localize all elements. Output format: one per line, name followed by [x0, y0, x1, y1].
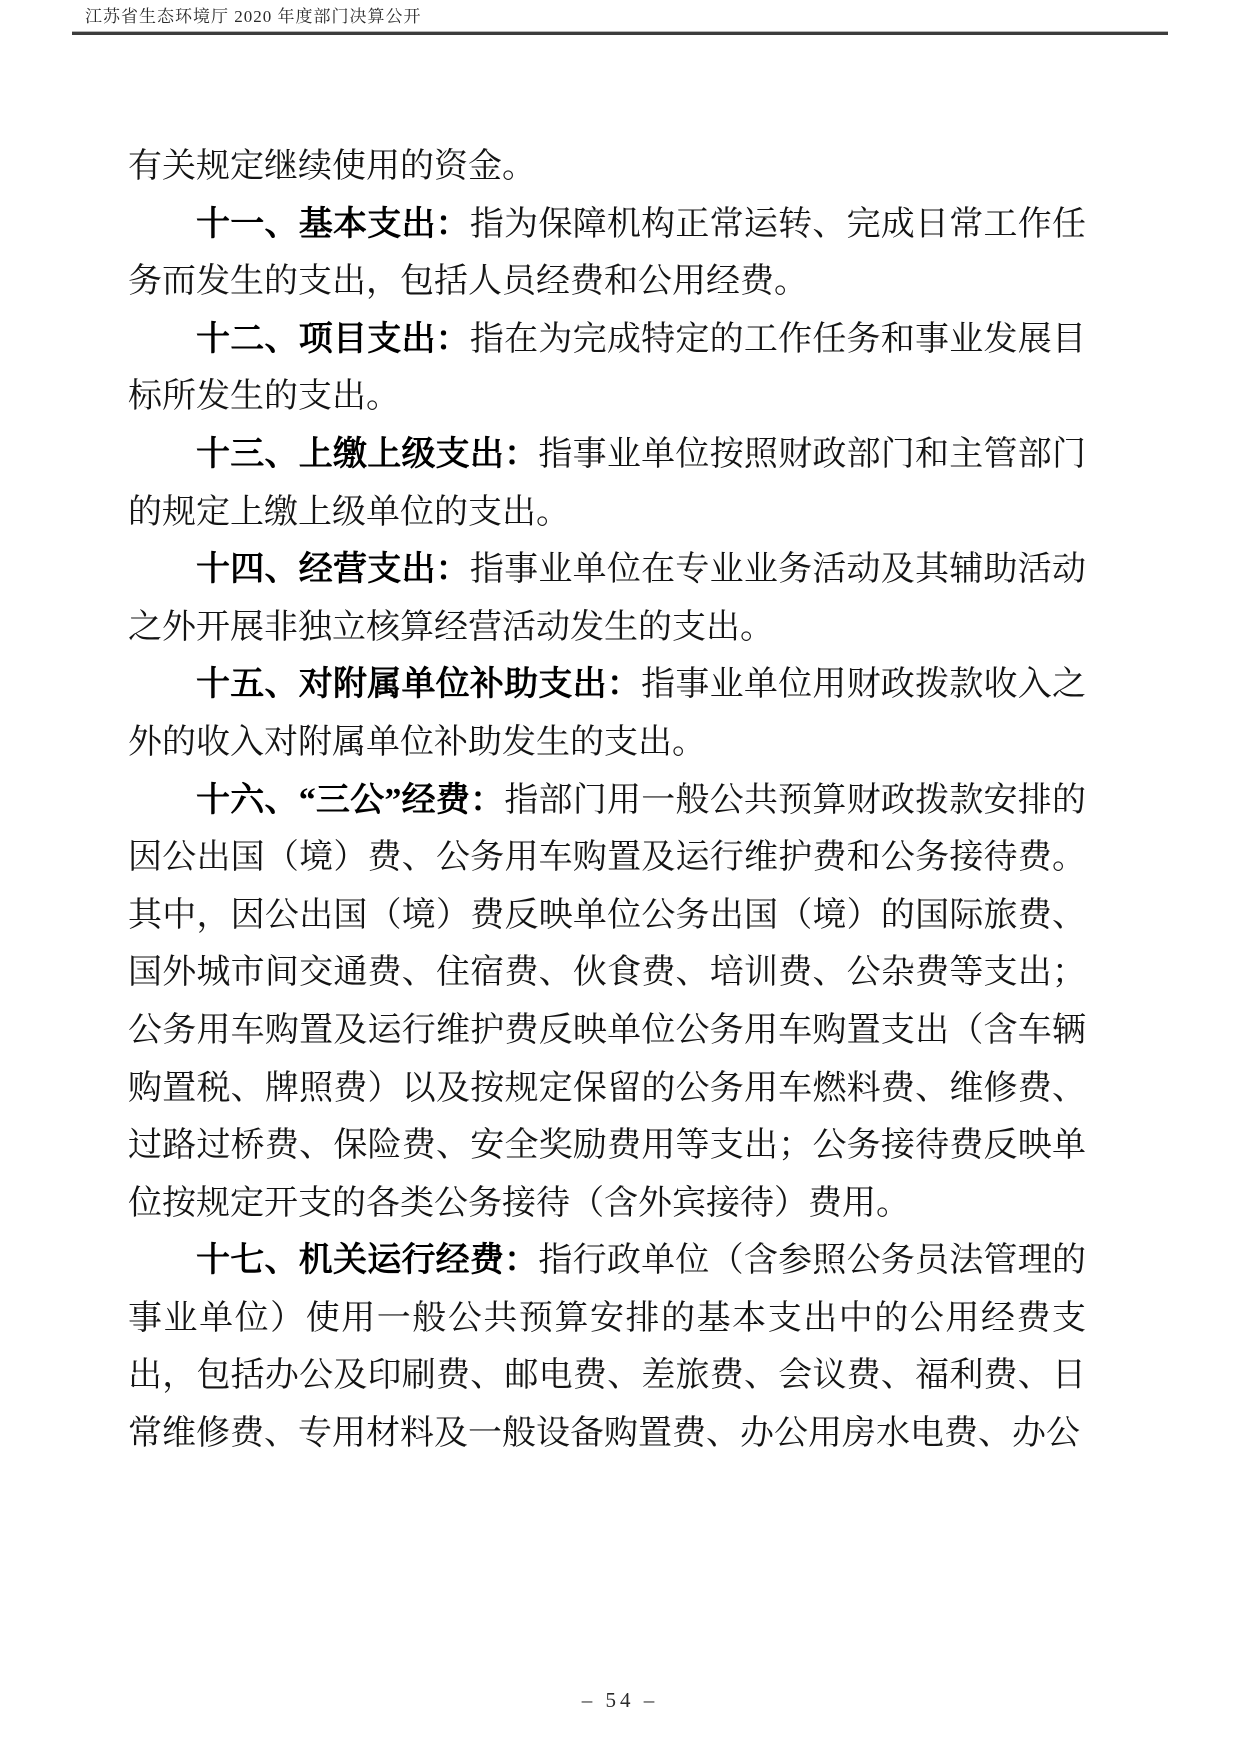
- term-label: 十六、“三公”经费：: [196, 781, 505, 819]
- paragraph-text: 指部门用一般公共预算财政拨款安排的因公出国（境）费、公务用车购置及运行维护费和公务接待费。其中，因公出国（境）费反映单位公务出国（境）的国际旅费、国外城市间交通费、住宿费、伙食费、培训费、公杂费等支出；公务用车购置及运行维护费反映单位公务用车购置支出（含车辆购置税、牌照费）以及按规定保留的公务用车燃料费、维修费、过路过桥费、保险费、安全奖励费用等支出；公务接待费反映单位按规定开支的各类公务接待（含外宾接待）费用。: [128, 781, 1087, 1222]
- header-rule: [72, 31, 1168, 35]
- paragraph-item-14: [128, 541, 1086, 656]
- paragraph-continuation: [128, 138, 1086, 196]
- term-label: 十二、项目支出：: [196, 320, 470, 358]
- paragraph-item-15: [128, 656, 1086, 771]
- document-body: [128, 138, 1086, 1463]
- header-title: 江苏省生态环境厅 2020 年度部门决算公开: [85, 7, 422, 26]
- paragraph-text: 指为保障机构正常运转、完成日常工作任务而发生的支出，包括人员经费和公用经费。: [128, 205, 1087, 301]
- term-label: 十一、基本支出：: [196, 205, 470, 243]
- paragraph-text: 指事业单位在专业业务活动及其辅助活动之外开展非独立核算经营活动发生的支出。: [128, 551, 1087, 646]
- term-label: 十七、机关运行经费：: [196, 1242, 539, 1280]
- page-footer: [0, 1688, 1240, 1713]
- paragraph-item-16: [128, 772, 1086, 1233]
- page-header: [72, 6, 1168, 35]
- paragraph-item-13: [128, 426, 1086, 541]
- paragraph-item-17: [128, 1232, 1086, 1462]
- paragraph-item-12: [128, 311, 1086, 426]
- paragraph-text: 指事业单位用财政拨款收入之外的收入对附属单位补助发生的支出。: [128, 666, 1087, 761]
- paragraph-text: 指在为完成特定的工作任务和事业发展目标所发生的支出。: [128, 320, 1087, 416]
- paragraph-text: 指事业单位按照财政部门和主管部门的规定上缴上级单位的支出。: [128, 435, 1087, 531]
- term-label: 十四、经营支出：: [196, 551, 470, 589]
- term-label: 十五、对附属单位补助支出：: [196, 666, 642, 704]
- term-label: 十三、上缴上级支出：: [196, 435, 539, 473]
- paragraph-item-11: [128, 196, 1086, 311]
- page-number: – 54 –: [581, 1688, 659, 1712]
- paragraph-text: 指行政单位（含参照公务员法管理的事业单位）使用一般公共预算安排的基本支出中的公用经费支出，包括办公及印刷费、邮电费、差旅费、会议费、福利费、日常维修费、专用材料及一般设备购置费、办公用房水电费、办公: [128, 1242, 1087, 1453]
- paragraph-text: 有关规定继续使用的资金。: [128, 148, 536, 185]
